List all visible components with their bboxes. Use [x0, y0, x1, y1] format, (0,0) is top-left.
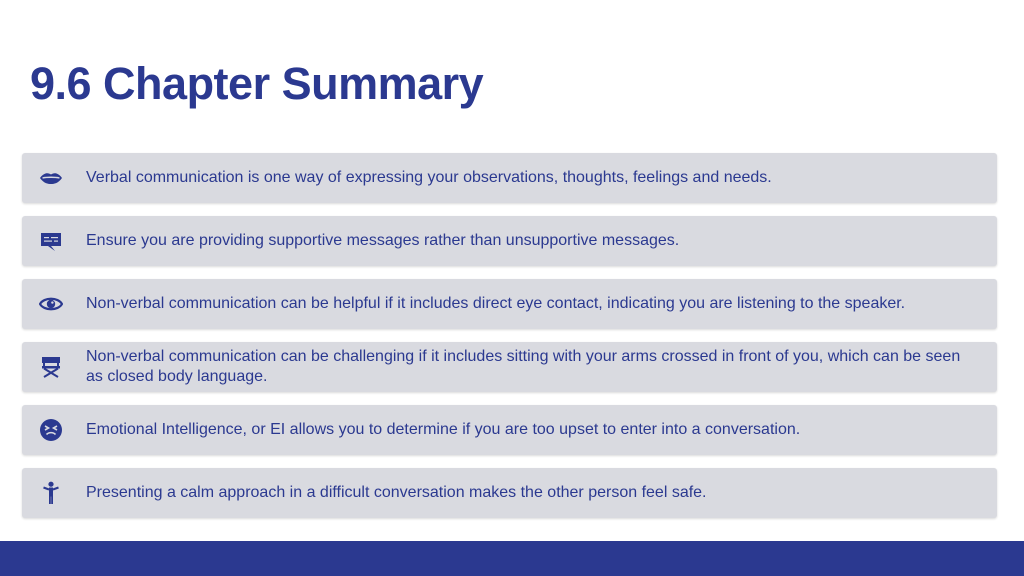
summary-list [22, 153, 997, 531]
summary-text: Ensure you are providing supportive messages rather than unsupportive messages. [86, 232, 680, 249]
summary-item-calm-approach [22, 468, 997, 518]
page-title: 9.6 Chapter Summary [30, 58, 484, 109]
summary-text: Non-verbal communication can be helpful if it includes direct eye contact, indicating you are listening to the speaker. [86, 295, 906, 312]
message-icon [39, 229, 63, 253]
lips-icon [39, 166, 63, 190]
summary-text: Verbal communication is one way of expressing your observations, thoughts, feelings and needs. [86, 169, 772, 186]
summary-text: Presenting a calm approach in a difficult conversation makes the other person feel safe. [86, 484, 707, 501]
eye-icon [39, 292, 63, 316]
person-icon [39, 481, 63, 505]
summary-text: Non-verbal communication can be challenging if it includes sitting with your arms crossed in front of you, which can be seen as closed body language. [86, 348, 961, 385]
footer-bar [0, 541, 1024, 576]
chair-icon [39, 355, 63, 379]
summary-item-eye-contact [22, 279, 997, 329]
summary-text: Emotional Intelligence, or EI allows you to determine if you are too upset to enter into a conversation. [86, 421, 801, 438]
upset-face-icon [39, 418, 63, 442]
summary-item-verbal [22, 153, 997, 203]
summary-item-body-language [22, 342, 997, 392]
summary-item-emotional-intelligence [22, 405, 997, 455]
summary-item-messages [22, 216, 997, 266]
